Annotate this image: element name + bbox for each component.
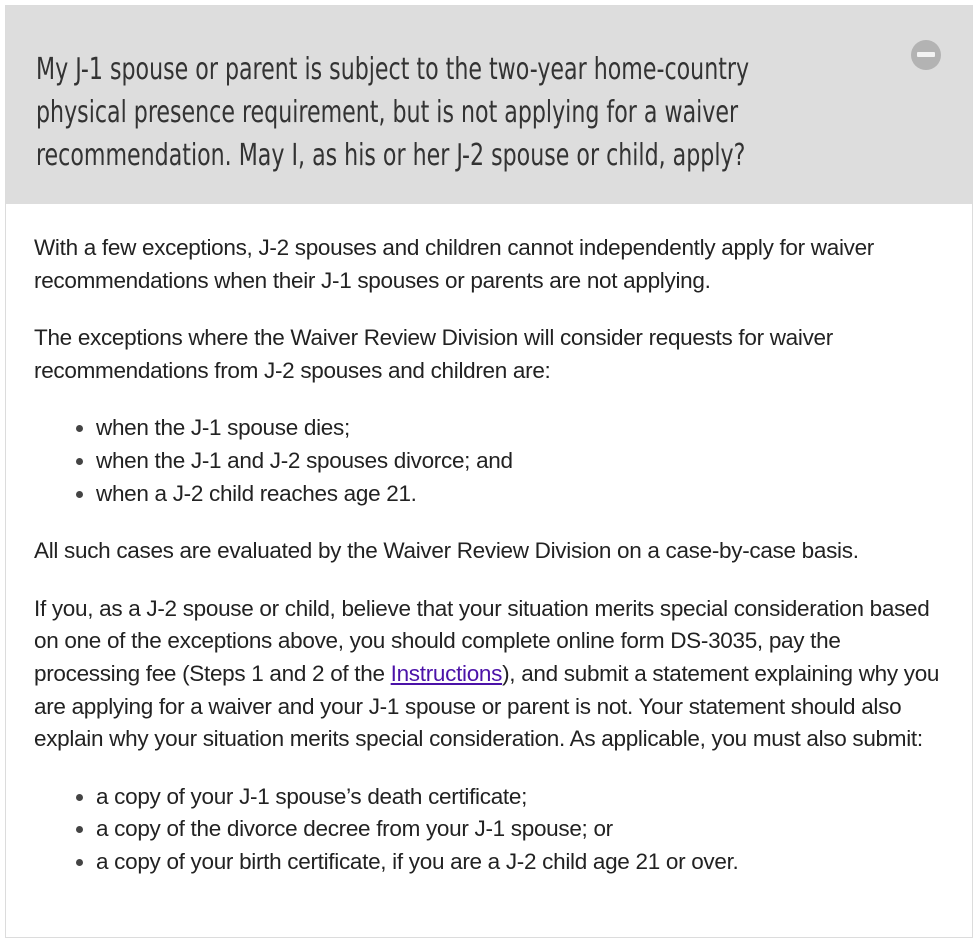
list-item: • a copy of your birth certificate, if you are a J-2 child age 21 or over.: [96, 846, 944, 879]
faq-accordion: [5, 5, 973, 938]
accordion-body: [6, 204, 972, 879]
answer-paragraph-1: With a few exceptions, J-2 spouses and children cannot independently apply for waiver recommendations when their J-1 spouses or parents are not applying.: [34, 235, 874, 293]
answer-paragraph-3: All such cases are evaluated by the Waiver Review Division on a case-by-case basis.: [34, 538, 859, 564]
exceptions-list: [34, 412, 944, 510]
list-item: • when the J-1 and J-2 spouses divorce; and: [96, 445, 944, 478]
documents-list: [34, 781, 944, 879]
list-item: • a copy of the divorce decree from your J-1 spouse; or: [96, 813, 944, 846]
paragraph-text: If you, as a J-2 spouse or child, believe that your situation merits special consideration based on one of the exceptions above, you should complete online form DS-3035, pay the processing fee (Steps 1 and 2 of the: [34, 595, 930, 686]
list-item: • when a J-2 child reaches age 21.: [96, 478, 944, 511]
minus-circle-icon[interactable]: [911, 40, 941, 70]
answer-paragraph-2: The exceptions where the Waiver Review Division will consider requests for waiver recommendations from J-2 spouses and children are:: [34, 325, 833, 383]
paragraph-text: ), and submit a statement explaining why you are applying for a waiver and your J-1 spouse or parent is not. Your statement should also explain why your situation merits special consideration. As applicable, you must also submit:: [34, 660, 940, 752]
answer-paragraph-4: [34, 593, 944, 756]
list-item: • a copy of your J-1 spouse’s death certificate;: [96, 781, 944, 814]
minus-bar: [917, 52, 935, 57]
accordion-header[interactable]: [6, 6, 972, 204]
instructions-link[interactable]: Instructions: [390, 660, 503, 686]
question-title: My J-1 spouse or parent is subject to the two-year home-country physical presence requirement, but is not applying for a waiver recommendation. May I, as his or her J-2 spouse or child, apply?: [36, 52, 750, 173]
list-item: • when the J-1 spouse dies;: [96, 412, 944, 445]
